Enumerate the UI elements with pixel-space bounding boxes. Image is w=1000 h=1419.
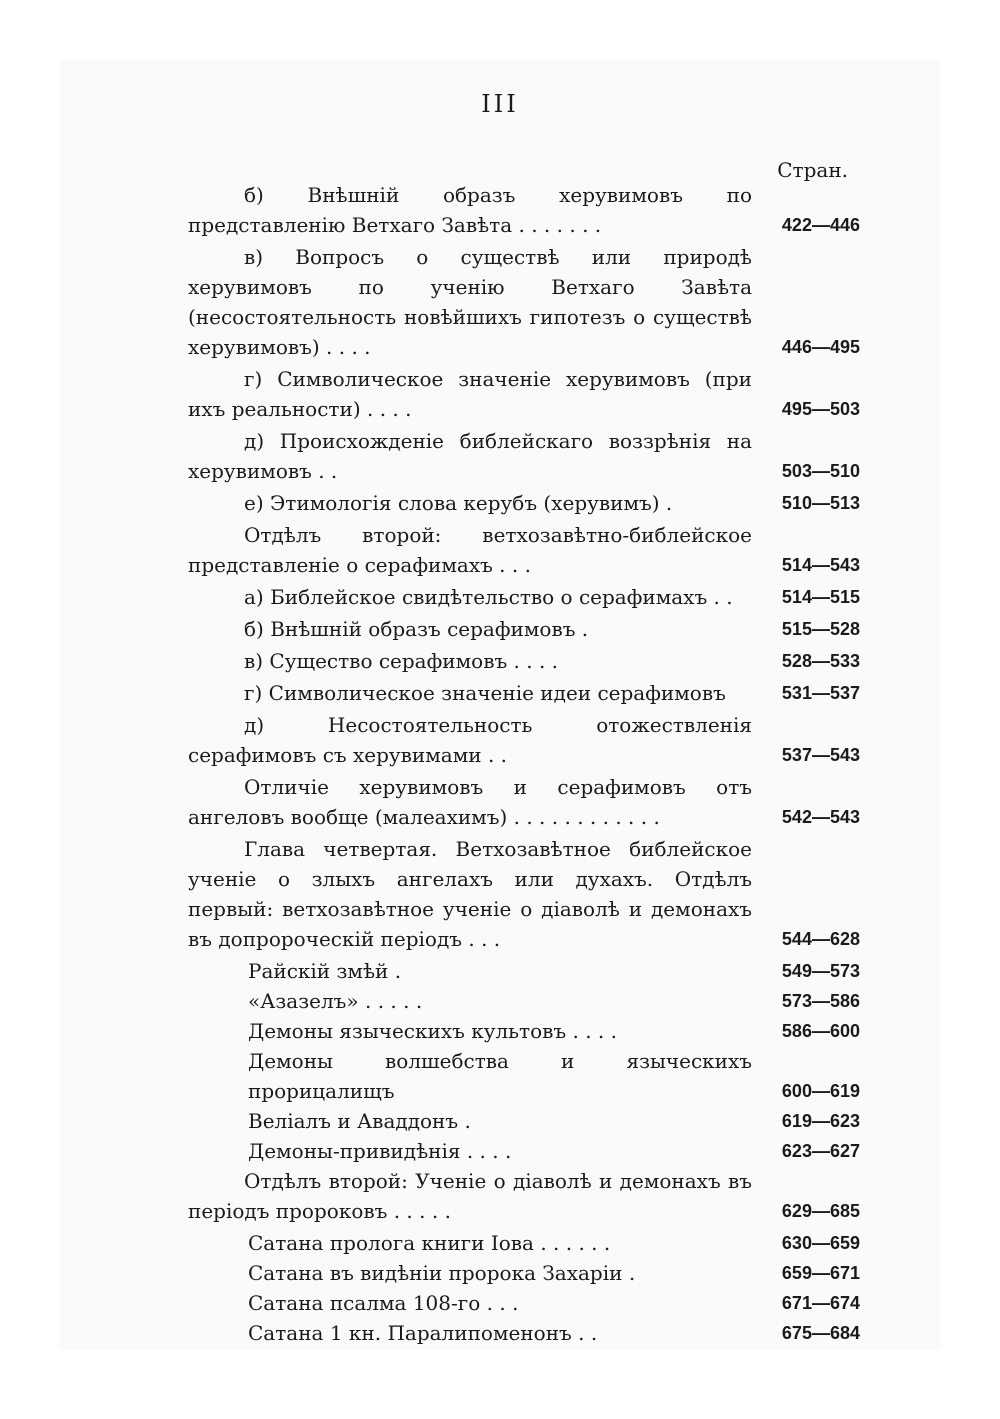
toc-entry: е) Этимологія слова керубъ (херувимъ) . 510—513: [188, 488, 860, 518]
page-range: 531—537: [781, 683, 860, 703]
toc-entry: в) Вопросъ о существѣ или природѣ херувимовъ по ученію Ветхаго Завѣта (несостоятельность новѣйшихъ гипотезъ о существѣ херувимовъ) . . . . 446—495: [188, 242, 860, 362]
toc-entry: Отдѣлъ второй: Ученіе о діаволѣ и демонахъ въ періодъ пророковъ . . . . . 629—685: [188, 1166, 860, 1226]
toc-entry: а) Библейское свидѣтельство о серафимахъ . . 514—515: [188, 582, 860, 612]
toc-subentry: Сатана 1 кн. Паралипоменонъ . . 675—684: [188, 1318, 860, 1348]
toc-entry: б) Внѣшній образъ серафимовъ . 515—528: [188, 614, 860, 644]
page-range: 544—628: [781, 929, 860, 949]
page-range: 586—600: [781, 1021, 860, 1041]
page-range: 503—510: [781, 461, 860, 481]
toc-subentry: Сатана пролога книги Іова . . . . . . 630—659: [188, 1228, 860, 1258]
toc-entry: Отдѣлъ второй: ветхозавѣтно-библейское представленіе о серафимахъ . . . 514—543: [188, 520, 860, 580]
pages-column-header: Стран.: [777, 158, 848, 182]
toc-subentry: Демоны-привидѣнія . . . . 623—627: [188, 1136, 860, 1166]
toc-subentry: «Азазелъ» . . . . . 573—586: [188, 986, 860, 1016]
toc-entry: д) Несостоятельность отожествленія серафимовъ съ херувимами . . 537—543: [188, 710, 860, 770]
page-range: 600—619: [781, 1081, 860, 1101]
page-range: 630—659: [781, 1233, 860, 1253]
page-range: 495—503: [781, 399, 860, 419]
page-range: 422—446: [781, 215, 860, 235]
page-range: 549—573: [781, 961, 860, 981]
page-range: 671—674: [781, 1293, 860, 1313]
page-range: 623—627: [781, 1141, 860, 1161]
page-range: 629—685: [781, 1201, 860, 1221]
toc-subentry: Райскій змѣй . 549—573: [188, 956, 860, 986]
page-number: III: [481, 90, 519, 118]
page-range: 659—671: [781, 1263, 860, 1283]
toc-entry: г) Символическое значеніе идеи серафимовъ 531—537: [188, 678, 860, 708]
page-range: 542—543: [781, 807, 860, 827]
page-range: 675—684: [781, 1323, 860, 1343]
page-range: 537—543: [781, 745, 860, 765]
page-range: 528—533: [781, 651, 860, 671]
toc-entry: Отличіе херувимовъ и серафимовъ отъ ангеловъ вообще (малеахимъ) . . . . . . . . . . . . 542—543: [188, 772, 860, 832]
page-range: 514—515: [781, 587, 860, 607]
toc-entry: Глава четвертая. Ветхозавѣтное библейское ученіе о злыхъ ангелахъ или духахъ. Отдѣлъ первый: ветхозавѣтное ученіе о діаволѣ и демонахъ въ допророческій періодъ . . . 544—628: [188, 834, 860, 954]
table-of-contents: [188, 180, 860, 1348]
toc-subentry: Демоны волшебства и языческихъ прорицалищъ 600—619: [188, 1046, 860, 1106]
toc-entry: в) Существо серафимовъ . . . . 528—533: [188, 646, 860, 676]
toc-subentry: Сатана псалма 108-го . . . 671—674: [188, 1288, 860, 1318]
toc-subentry: Веліалъ и Аваддонъ . 619—623: [188, 1106, 860, 1136]
toc-subentry: Демоны языческихъ культовъ . . . . 586—600: [188, 1016, 860, 1046]
page-range: 446—495: [781, 337, 860, 357]
toc-subentry: Сатана въ видѣніи пророка Захаріи . 659—671: [188, 1258, 860, 1288]
page-range: 573—586: [781, 991, 860, 1011]
page-range: 510—513: [781, 493, 860, 513]
toc-entry: д) Происхожденіе библейскаго воззрѣнія на херувимовъ . . 503—510: [188, 426, 860, 486]
page-range: 515—528: [781, 619, 860, 639]
toc-entry: г) Символическое значеніе херувимовъ (при ихъ реальности) . . . . 495—503: [188, 364, 860, 424]
toc-entry: б) Внѣшній образъ херувимовъ по представленію Ветхаго Завѣта . . . . . . . 422—446: [188, 180, 860, 240]
page-range: 619—623: [781, 1111, 860, 1131]
page-range: 514—543: [781, 555, 860, 575]
